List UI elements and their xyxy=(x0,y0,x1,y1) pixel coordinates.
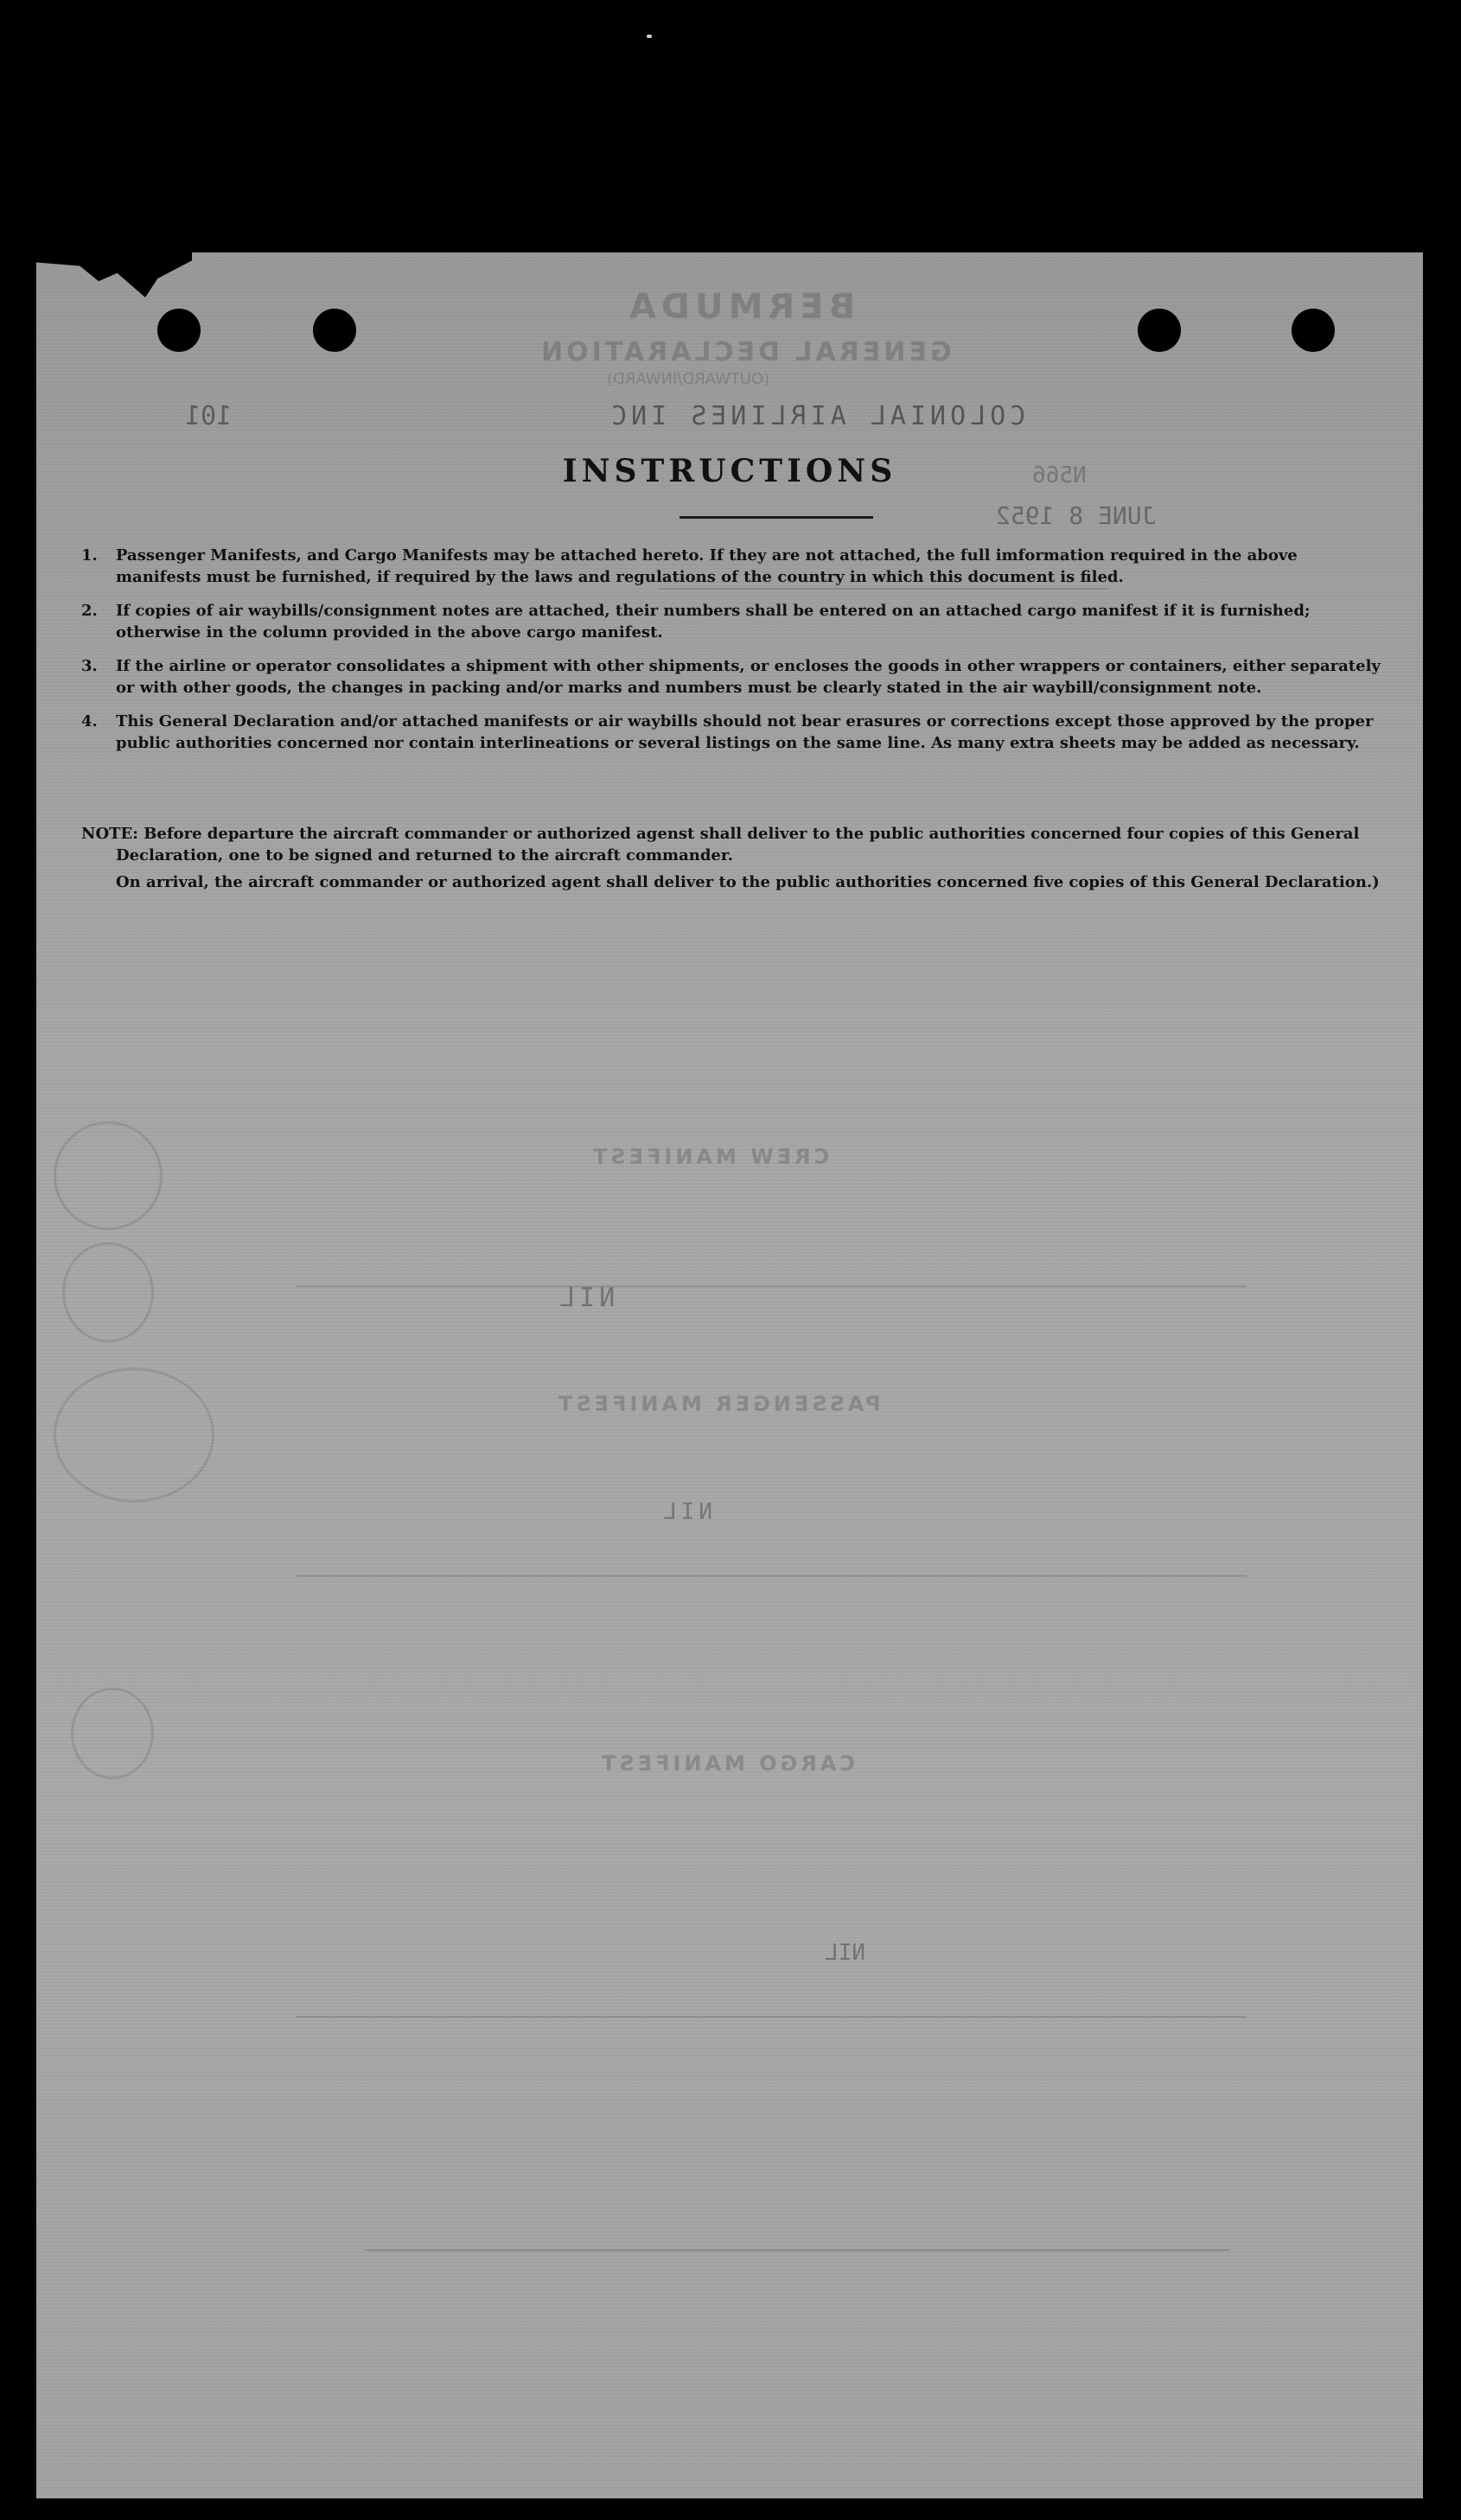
bleed-operator: COLONIAL AIRLINES INC xyxy=(607,401,1026,431)
bleed-nil: NIL xyxy=(825,1940,865,1966)
instruction-number: 3. xyxy=(81,657,98,675)
bleed-stamp xyxy=(54,1368,214,1502)
bleed-rule xyxy=(296,1286,1247,1287)
bleed-rule xyxy=(296,1575,1247,1577)
punch-hole-4 xyxy=(1292,309,1335,352)
bleed-rule xyxy=(296,2016,1247,2018)
bleed-stamp xyxy=(71,1687,154,1779)
bleed-stamp xyxy=(62,1242,154,1343)
instructions-list xyxy=(81,545,1383,766)
bleed-cargo-manifest: CARGO MANIFEST xyxy=(598,1751,856,1776)
instruction-number: 1. xyxy=(81,546,98,565)
instruction-text: If copies of air waybills/consignment notes are attached, their numbers shall be entered on an attached cargo manifest if it is furnished; otherwise in the column provided in the above cargo manifest. xyxy=(116,602,1311,641)
punch-hole-1 xyxy=(157,309,201,352)
instruction-text: This General Declaration and/or attached manifests or air waybills should not bear erasures or corrections except those approved by the proper public authorities concerned nor contain interlineations or several listings on the same line. As many extra sheets may be added as necessary. xyxy=(116,712,1374,752)
instruction-text: Passenger Manifests, and Cargo Manifests may be attached hereto. If they are not attached, the full imformation required in the above manifests must be furnished, if required by the laws and regulations of the country in which this document is filed. xyxy=(116,546,1298,586)
torn-corner xyxy=(36,252,192,297)
bleed-nil: NIL xyxy=(659,1499,712,1525)
note-departure-text: Before departure the aircraft commander or authorized agenst shall deliver to the public authorities concerned four copies of this General Declaration, one to be signed and returned to the aircraft commander. xyxy=(116,825,1360,864)
bleed-header-1: BERMUDA xyxy=(624,287,856,327)
bleed-rule xyxy=(365,2249,1229,2251)
bleed-header-3: (OUTWARD/INWARD) xyxy=(607,370,770,388)
instruction-item xyxy=(81,600,1383,643)
note-arrival: On arrival, the aircraft commander or authorized agent shall deliver to the public authorities concerned five copies of this General Declaration.) xyxy=(116,873,1380,891)
instructions-title: INSTRUCTIONS xyxy=(562,453,897,489)
note-departure xyxy=(81,823,1383,866)
note-block xyxy=(81,823,1383,898)
instruction-item xyxy=(81,655,1383,699)
instruction-number: 4. xyxy=(81,712,98,730)
punch-hole-3 xyxy=(1138,309,1181,352)
instruction-text: If the airline or operator consolidates a shipment with other shipments, or encloses the goods in other wrappers or containers, either separately or with other goods, the changes in packing and/or marks and numbers must be clearly stated in the air waybill/consignment note. xyxy=(116,657,1381,697)
film-speck xyxy=(647,35,652,38)
instruction-item xyxy=(81,711,1383,754)
bleed-aircraft: N566 xyxy=(1032,463,1087,488)
punch-hole-2 xyxy=(313,309,356,352)
bleed-nil: NIL xyxy=(555,1283,616,1313)
note-label: NOTE: xyxy=(81,825,138,843)
instruction-number: 2. xyxy=(81,602,98,620)
bleed-stamp xyxy=(54,1121,163,1230)
title-divider xyxy=(679,516,873,519)
bleed-passenger-manifest: PASSENGER MANIFEST xyxy=(555,1392,881,1416)
instruction-item xyxy=(81,545,1383,588)
bleed-date: JUNE 8 1952 xyxy=(996,501,1157,530)
bleed-flight-no: 101 xyxy=(185,401,233,431)
bleed-crew-manifest: CREW MANIFEST xyxy=(590,1145,830,1169)
bleed-header-2: GENERAL DECLARATION xyxy=(538,337,952,367)
declaration-sheet-back xyxy=(36,252,1423,2498)
